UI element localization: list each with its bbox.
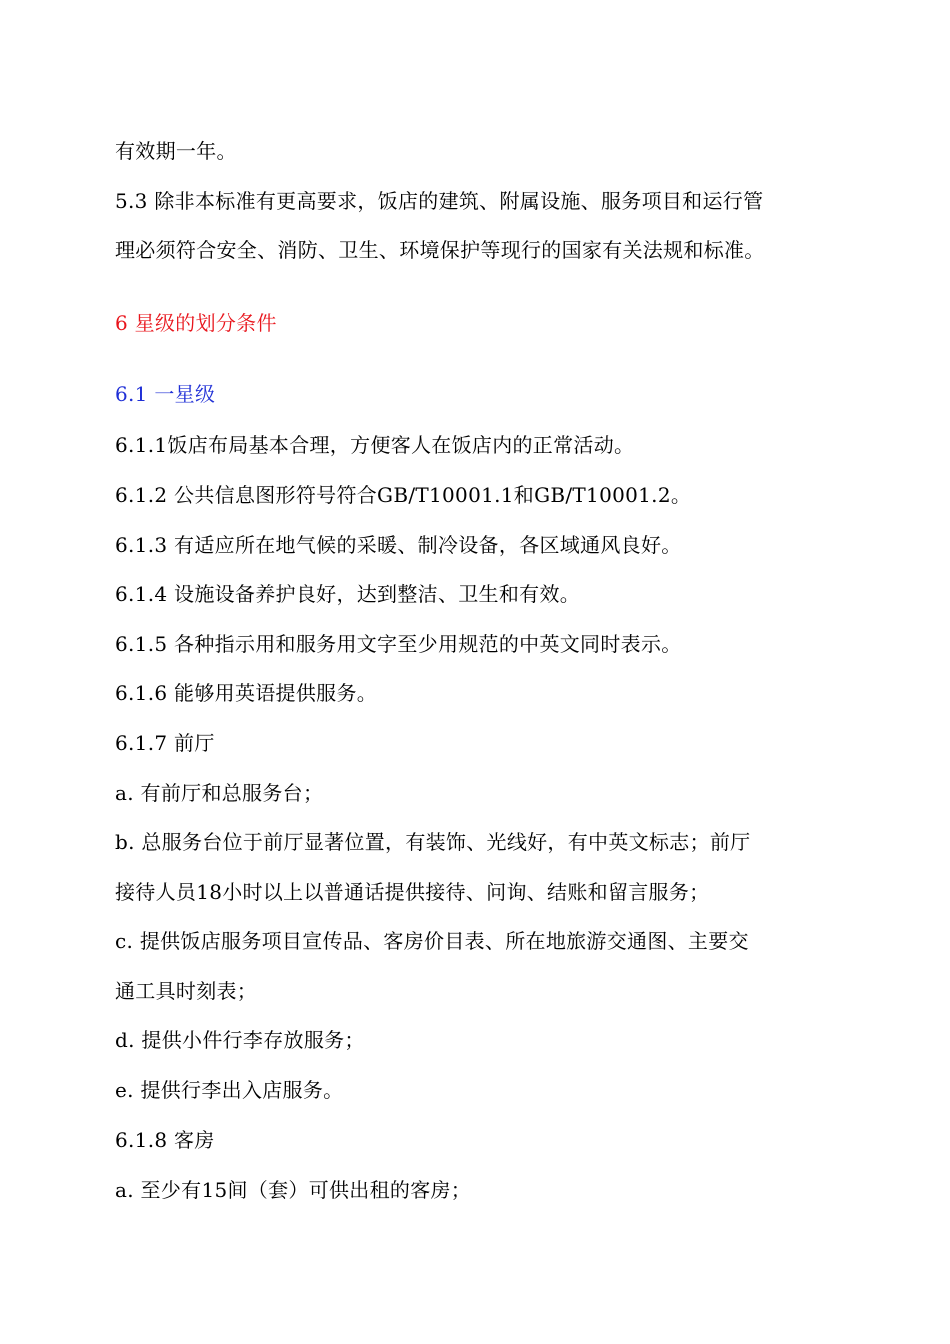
list-item: e. 提供行李出入店服务。 xyxy=(115,1078,344,1102)
list-item: c. 提供饭店服务项目宣传品、客房价目表、所在地旅游交通图、主要交 xyxy=(115,929,749,953)
clause-line: 6.1.5 各种指示用和服务用文字至少用规范的中英文同时表示。 xyxy=(115,632,682,656)
section-heading: 6 星级的划分条件 xyxy=(115,311,277,335)
clause-line: 6.1.2 公共信息图形符号符合GB/T10001.1和GB/T10001.2。 xyxy=(115,483,692,507)
paragraph-line: 5.3 除非本标准有更高要求，饭店的建筑、附属设施、服务项目和运行管 xyxy=(115,189,764,213)
clause-line: 6.1.3 有适应所在地气候的采暖、制冷设备，各区域通风良好。 xyxy=(115,533,682,557)
clause-line: 6.1.4 设施设备养护良好，达到整洁、卫生和有效。 xyxy=(115,582,581,606)
list-item: a. 至少有15间（套）可供出租的客房； xyxy=(115,1178,472,1202)
clause-heading: 6.1.8 客房 xyxy=(115,1128,215,1152)
list-item-continuation: 通工具时刻表； xyxy=(115,979,258,1003)
clause-heading: 6.1.7 前厅 xyxy=(115,731,215,755)
subsection-heading: 6.1 一星级 xyxy=(115,382,216,406)
paragraph-line: 理必须符合安全、消防、卫生、环境保护等现行的国家有关法规和标准。 xyxy=(115,238,765,262)
paragraph-line: 有效期一年。 xyxy=(115,139,237,163)
list-item: a. 有前厅和总服务台； xyxy=(115,781,324,805)
list-item-continuation: 接待人员18小时以上以普通话提供接待、问询、结账和留言服务； xyxy=(115,880,710,904)
list-item: b. 总服务台位于前厅显著位置，有装饰、光线好，有中英文标志；前厅 xyxy=(115,830,751,854)
clause-line: 6.1.1饭店布局基本合理，方便客人在饭店内的正常活动。 xyxy=(115,433,635,457)
list-item: d. 提供小件行李存放服务； xyxy=(115,1028,365,1052)
clause-line: 6.1.6 能够用英语提供服务。 xyxy=(115,681,378,705)
